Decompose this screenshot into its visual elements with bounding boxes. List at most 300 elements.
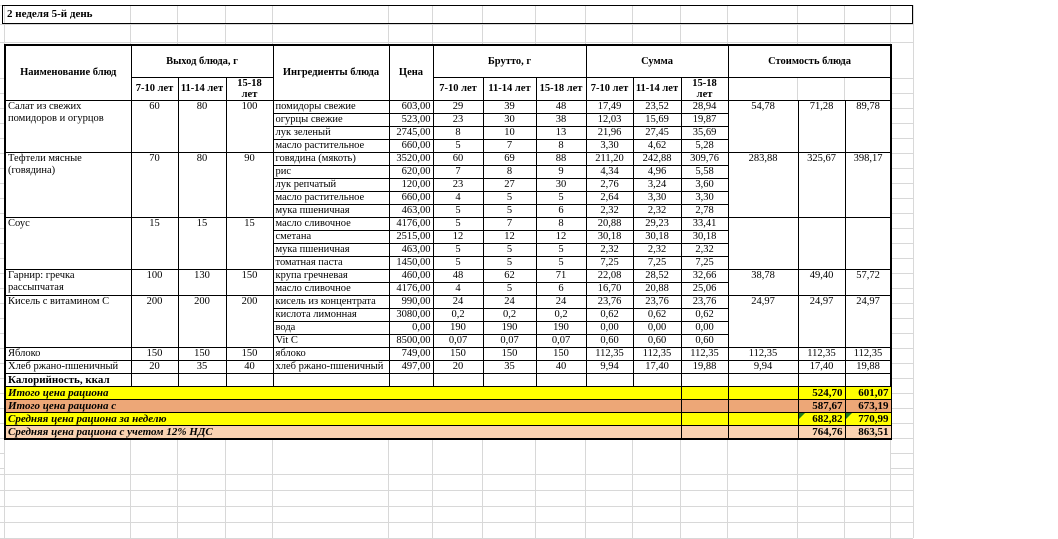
cell-cost-age-3[interactable]: 112,35 — [845, 347, 891, 360]
table-row — [5, 347, 891, 360]
cell-output-age-2[interactable]: 80 — [178, 100, 226, 152]
cell-cost-age-3[interactable]: 24,97 — [845, 295, 891, 347]
cell-ingredient-name[interactable]: томатная паста — [273, 256, 389, 269]
cell-summary-label[interactable]: Итого цена рациона с — [5, 399, 681, 412]
gridline — [890, 378, 913, 379]
cell-empty[interactable] — [728, 386, 798, 399]
cell-brutto-age-3[interactable]: 30 — [536, 178, 586, 191]
cell-summa-age-3[interactable]: 7,25 — [681, 256, 728, 269]
cell-price[interactable]: 523,00 — [389, 113, 433, 126]
cell-price[interactable]: 0,00 — [389, 321, 433, 334]
cell-cost-age-3[interactable] — [845, 217, 891, 269]
cell-price[interactable]: 603,00 — [389, 100, 433, 113]
cell-brutto-age-1[interactable]: 190 — [433, 321, 483, 334]
cell-empty[interactable] — [586, 373, 633, 386]
cell-price[interactable]: 1450,00 — [389, 256, 433, 269]
cell-ingredient-name[interactable]: огурцы свежие — [273, 113, 389, 126]
cell-brutto-age-1[interactable]: 0,2 — [433, 308, 483, 321]
cell-ingredient-name[interactable]: лук репчатый — [273, 178, 389, 191]
cell-cost-age-1[interactable]: 38,78 — [728, 269, 798, 295]
cell-summa-age-1[interactable]: 12,03 — [586, 113, 633, 126]
cell-cost-age-3[interactable]: 398,17 — [845, 152, 891, 217]
cell-cost-age-3[interactable]: 19,88 — [845, 360, 891, 373]
cell-brutto-age-1[interactable]: 23 — [433, 178, 483, 191]
cell-summa-age-1[interactable]: 2,32 — [586, 243, 633, 256]
cell-brutto-age-2[interactable]: 5 — [483, 204, 536, 217]
cell-ingredient-name[interactable]: хлеб ржано-пшеничный — [273, 360, 389, 373]
cell-brutto-age-2[interactable]: 39 — [483, 100, 536, 113]
cell-brutto-age-1[interactable]: 8 — [433, 126, 483, 139]
cell-brutto-age-3[interactable]: 48 — [536, 100, 586, 113]
cell-summary-label[interactable]: Средняя цена рациона за неделю — [5, 412, 681, 425]
cell-ingredient-name[interactable]: кисель из концентрата — [273, 295, 389, 308]
cell-summa-age-2[interactable]: 29,23 — [633, 217, 681, 230]
cell-error-flag-icon — [846, 413, 852, 419]
cell-price[interactable]: 990,00 — [389, 295, 433, 308]
cell-summa-age-2[interactable]: 0,60 — [633, 334, 681, 347]
gridline — [890, 183, 913, 184]
cell-output-age-2[interactable]: 35 — [178, 360, 226, 373]
cell-cost-age-1[interactable]: 24,97 — [728, 295, 798, 347]
cell-summa-age-2[interactable]: 4,96 — [633, 165, 681, 178]
cell-cost-age-2[interactable]: 49,40 — [798, 269, 845, 295]
gridline — [890, 288, 913, 289]
cell-empty[interactable] — [226, 373, 273, 386]
cell-empty[interactable] — [728, 412, 798, 425]
cell-cost-age-1[interactable]: 54,78 — [728, 100, 798, 152]
cell-summa-age-2[interactable]: 30,18 — [633, 230, 681, 243]
gridline — [890, 213, 913, 214]
cell-empty[interactable] — [681, 386, 728, 399]
cell-summa-age-1[interactable]: 3,30 — [586, 139, 633, 152]
cell-brutto-age-3[interactable]: 71 — [536, 269, 586, 282]
cell-summa-age-2[interactable]: 23,52 — [633, 100, 681, 113]
gridline — [890, 168, 913, 169]
gridline — [890, 198, 913, 199]
cell-brutto-age-3[interactable]: 5 — [536, 191, 586, 204]
cell-output-age-1[interactable]: 60 — [131, 100, 178, 152]
week-day-cell[interactable]: 2 неделя 5-й день — [2, 5, 913, 24]
cell-output-age-3[interactable]: 200 — [226, 295, 273, 347]
cell-brutto-age-3[interactable]: 0,07 — [536, 334, 586, 347]
cell-summa-age-2[interactable]: 2,32 — [633, 243, 681, 256]
cell-output-age-1[interactable]: 150 — [131, 347, 178, 360]
cell-price[interactable]: 120,00 — [389, 178, 433, 191]
cell-brutto-age-3[interactable]: 38 — [536, 113, 586, 126]
header-price[interactable]: Цена — [389, 45, 433, 100]
cell-brutto-age-1[interactable]: 29 — [433, 100, 483, 113]
cell-price[interactable]: 4176,00 — [389, 217, 433, 230]
header-output-age-3[interactable]: 15-18 лет — [226, 77, 273, 100]
cell-summa-age-2[interactable]: 3,30 — [633, 191, 681, 204]
cell-summa-age-1[interactable]: 2,64 — [586, 191, 633, 204]
cell-empty[interactable] — [728, 425, 798, 439]
cell-summa-age-1[interactable]: 0,60 — [586, 334, 633, 347]
cell-brutto-age-3[interactable]: 24 — [536, 295, 586, 308]
cell-brutto-age-3[interactable]: 6 — [536, 204, 586, 217]
gridline — [890, 78, 913, 79]
cell-summa-age-2[interactable]: 2,32 — [633, 204, 681, 217]
cell-ingredient-name[interactable]: масло сливочное — [273, 217, 389, 230]
cell-price[interactable]: 460,00 — [389, 269, 433, 282]
cell-summa-age-3[interactable]: 5,58 — [681, 165, 728, 178]
cell-cost-age-3[interactable]: 89,78 — [845, 100, 891, 152]
header-ingredients[interactable]: Ингредиенты блюда — [273, 45, 389, 100]
cell-brutto-age-2[interactable]: 8 — [483, 165, 536, 178]
cell-summa-age-2[interactable]: 4,62 — [633, 139, 681, 152]
cell-summary-value-age-2[interactable]: 863,51 — [845, 425, 891, 439]
cell-summa-age-3[interactable]: 25,06 — [681, 282, 728, 295]
cell-brutto-age-1[interactable]: 5 — [433, 256, 483, 269]
cell-dish-name[interactable]: Хлеб ржано-пшеничный — [5, 360, 131, 373]
cell-price[interactable]: 620,00 — [389, 165, 433, 178]
cell-summa-age-3[interactable]: 0,62 — [681, 308, 728, 321]
summary-row-3 — [5, 412, 891, 425]
cell-empty[interactable] — [273, 373, 389, 386]
cell-price[interactable]: 3080,00 — [389, 308, 433, 321]
gridline — [890, 453, 913, 454]
header-output-age-1[interactable]: 7-10 лет — [131, 77, 178, 100]
cell-price[interactable]: 2515,00 — [389, 230, 433, 243]
cell-summa-age-3[interactable]: 0,60 — [681, 334, 728, 347]
cell-summa-age-1[interactable]: 16,70 — [586, 282, 633, 295]
header-summa-age-1[interactable]: 7-10 лет — [586, 77, 633, 100]
table-row — [5, 360, 891, 373]
cell-empty[interactable] — [483, 373, 536, 386]
cell-summa-age-1[interactable]: 2,32 — [586, 204, 633, 217]
cell-summa-age-1[interactable]: 4,34 — [586, 165, 633, 178]
cell-output-age-1[interactable]: 70 — [131, 152, 178, 217]
header-output-age-2[interactable]: 11-14 лет — [178, 77, 226, 100]
cell-empty[interactable] — [728, 399, 798, 412]
cell-brutto-age-2[interactable]: 27 — [483, 178, 536, 191]
cell-summa-age-3[interactable]: 35,69 — [681, 126, 728, 139]
cell-summa-age-3[interactable]: 309,76 — [681, 152, 728, 165]
header-summa-age-2[interactable]: 11-14 лет — [633, 77, 681, 100]
gridline — [890, 393, 913, 394]
cell-brutto-age-2[interactable]: 190 — [483, 321, 536, 334]
cell-summa-age-1[interactable]: 2,76 — [586, 178, 633, 191]
calories-row — [5, 373, 891, 386]
cell-empty[interactable] — [798, 373, 845, 386]
cell-brutto-age-2[interactable]: 150 — [483, 347, 536, 360]
cell-price[interactable]: 497,00 — [389, 360, 433, 373]
gridline — [0, 506, 913, 507]
cell-brutto-age-3[interactable]: 5 — [536, 256, 586, 269]
cell-ingredient-name[interactable]: мука пшеничная — [273, 204, 389, 217]
cell-brutto-age-3[interactable]: 6 — [536, 282, 586, 295]
cell-brutto-age-1[interactable]: 5 — [433, 217, 483, 230]
cell-summa-age-3[interactable]: 3,60 — [681, 178, 728, 191]
cell-cost-age-2[interactable]: 24,97 — [798, 295, 845, 347]
cell-summa-age-3[interactable]: 2,78 — [681, 204, 728, 217]
cell-output-age-3[interactable]: 150 — [226, 347, 273, 360]
cell-summa-age-1[interactable]: 0,00 — [586, 321, 633, 334]
gridline — [0, 24, 913, 25]
cell-summary-label[interactable]: Итого цена рациона — [5, 386, 681, 399]
cell-brutto-age-3[interactable]: 8 — [536, 217, 586, 230]
cell-dish-name[interactable]: Тефтели мясные (говядина) — [5, 152, 131, 217]
cell-ingredient-name[interactable]: говядина (мякоть) — [273, 152, 389, 165]
cell-price[interactable]: 660,00 — [389, 191, 433, 204]
cell-empty[interactable] — [681, 399, 728, 412]
cell-summa-age-3[interactable]: 3,30 — [681, 191, 728, 204]
gridline — [890, 408, 913, 409]
cell-ingredient-name[interactable]: кислота лимонная — [273, 308, 389, 321]
gridline — [890, 348, 913, 349]
cell-price[interactable]: 2745,00 — [389, 126, 433, 139]
cell-summa-age-2[interactable]: 28,52 — [633, 269, 681, 282]
cell-empty[interactable] — [389, 373, 433, 386]
cell-empty[interactable] — [178, 373, 226, 386]
cell-cost-age-1[interactable]: 283,88 — [728, 152, 798, 217]
cell-brutto-age-1[interactable]: 150 — [433, 347, 483, 360]
cell-ingredient-name[interactable]: Vit C — [273, 334, 389, 347]
cell-brutto-age-2[interactable]: 69 — [483, 152, 536, 165]
cell-empty[interactable] — [681, 373, 728, 386]
cell-summa-age-3[interactable]: 5,28 — [681, 139, 728, 152]
cell-brutto-age-3[interactable]: 13 — [536, 126, 586, 139]
cell-summa-age-3[interactable]: 30,18 — [681, 230, 728, 243]
cell-cost-age-1[interactable] — [728, 217, 798, 269]
cell-ingredient-name[interactable]: лук зеленый — [273, 126, 389, 139]
cell-brutto-age-3[interactable]: 5 — [536, 243, 586, 256]
cell-cost-age-2[interactable] — [798, 217, 845, 269]
cell-summary-value-age-2[interactable]: 673,19 — [845, 399, 891, 412]
cell-summa-age-3[interactable]: 28,94 — [681, 100, 728, 113]
header-output-group[interactable]: Выход блюда, г — [131, 45, 273, 77]
cell-brutto-age-3[interactable]: 190 — [536, 321, 586, 334]
cell-ingredient-name[interactable]: вода — [273, 321, 389, 334]
gridline — [890, 123, 913, 124]
cell-summa-age-1[interactable]: 112,35 — [586, 347, 633, 360]
gridline — [913, 5, 914, 538]
cell-summary-value-age-2[interactable]: 601,07 — [845, 386, 891, 399]
cell-brutto-age-2[interactable]: 0,2 — [483, 308, 536, 321]
cell-summa-age-3[interactable]: 2,32 — [681, 243, 728, 256]
header-brutto-group[interactable]: Брутто, г — [433, 45, 586, 77]
cell-error-flag-icon — [799, 413, 805, 419]
cell-output-age-2[interactable]: 130 — [178, 269, 226, 295]
cell-empty[interactable] — [681, 425, 728, 439]
cell-cost-age-2[interactable]: 17,40 — [798, 360, 845, 373]
cell-summa-age-2[interactable]: 0,00 — [633, 321, 681, 334]
cell-ingredient-name[interactable]: крупа гречневая — [273, 269, 389, 282]
cell-brutto-age-2[interactable]: 7 — [483, 139, 536, 152]
cell-summa-age-3[interactable]: 19,88 — [681, 360, 728, 373]
cell-summa-age-1[interactable]: 0,62 — [586, 308, 633, 321]
cell-brutto-age-1[interactable]: 5 — [433, 139, 483, 152]
cell-empty[interactable] — [845, 373, 891, 386]
cell-summa-age-3[interactable]: 0,00 — [681, 321, 728, 334]
cell-ingredient-name[interactable]: масло растительное — [273, 139, 389, 152]
cell-calories-label[interactable]: Калорийность, ккал — [5, 373, 131, 386]
cell-summary-value-age-1[interactable]: 524,70 — [798, 386, 845, 399]
summary-row-1 — [5, 386, 891, 399]
cell-output-age-3[interactable]: 100 — [226, 100, 273, 152]
cell-summa-age-1[interactable]: 211,20 — [586, 152, 633, 165]
cell-price[interactable]: 749,00 — [389, 347, 433, 360]
gridline — [890, 363, 913, 364]
cell-summa-age-1[interactable]: 21,96 — [586, 126, 633, 139]
cell-output-age-3[interactable]: 15 — [226, 217, 273, 269]
cell-brutto-age-2[interactable]: 12 — [483, 230, 536, 243]
cell-brutto-age-1[interactable]: 4 — [433, 282, 483, 295]
cell-brutto-age-3[interactable]: 0,2 — [536, 308, 586, 321]
cell-brutto-age-1[interactable]: 12 — [433, 230, 483, 243]
cell-summa-age-1[interactable]: 9,94 — [586, 360, 633, 373]
cell-brutto-age-1[interactable]: 23 — [433, 113, 483, 126]
cell-ingredient-name[interactable]: мука пшеничная — [273, 243, 389, 256]
header-brutto-age-2[interactable]: 11-14 лет — [483, 77, 536, 100]
cell-output-age-3[interactable]: 150 — [226, 269, 273, 295]
header-summa-group[interactable]: Сумма — [586, 45, 728, 77]
cell-ingredient-name[interactable]: яблоко — [273, 347, 389, 360]
cell-dish-name[interactable]: Гарнир: гречка рассыпчатая — [5, 269, 131, 295]
cell-brutto-age-3[interactable]: 8 — [536, 139, 586, 152]
cell-brutto-age-2[interactable]: 35 — [483, 360, 536, 373]
cell-price[interactable]: 4176,00 — [389, 282, 433, 295]
cell-dish-name[interactable]: Яблоко — [5, 347, 131, 360]
cell-output-age-2[interactable]: 200 — [178, 295, 226, 347]
gridline — [890, 228, 913, 229]
cell-brutto-age-2[interactable]: 24 — [483, 295, 536, 308]
cell-output-age-3[interactable]: 40 — [226, 360, 273, 373]
cell-output-age-1[interactable]: 20 — [131, 360, 178, 373]
cell-output-age-2[interactable]: 150 — [178, 347, 226, 360]
cell-summa-age-2[interactable]: 17,40 — [633, 360, 681, 373]
cell-ingredient-name[interactable]: масло растительное — [273, 191, 389, 204]
cell-summa-age-1[interactable]: 30,18 — [586, 230, 633, 243]
cell-cost-age-1[interactable]: 9,94 — [728, 360, 798, 373]
cell-summa-age-2[interactable]: 23,76 — [633, 295, 681, 308]
cell-brutto-age-1[interactable]: 60 — [433, 152, 483, 165]
cell-summa-age-1[interactable]: 17,49 — [586, 100, 633, 113]
cell-summa-age-2[interactable]: 27,45 — [633, 126, 681, 139]
header-summa-age-3[interactable]: 15-18 лет — [681, 77, 728, 100]
cell-summary-value-age-2[interactable]: 770,99 — [845, 412, 891, 425]
cell-brutto-age-3[interactable]: 40 — [536, 360, 586, 373]
cell-price[interactable]: 3520,00 — [389, 152, 433, 165]
cell-empty[interactable] — [681, 412, 728, 425]
cell-cost-age-2[interactable]: 325,67 — [798, 152, 845, 217]
cell-brutto-age-1[interactable]: 4 — [433, 191, 483, 204]
cell-brutto-age-2[interactable]: 0,07 — [483, 334, 536, 347]
cell-cost-age-2[interactable]: 112,35 — [798, 347, 845, 360]
cell-brutto-age-2[interactable]: 5 — [483, 191, 536, 204]
cell-price[interactable]: 463,00 — [389, 204, 433, 217]
cell-output-age-1[interactable]: 200 — [131, 295, 178, 347]
header-dish[interactable]: Наименование блюд — [5, 45, 131, 100]
cell-summa-age-1[interactable]: 7,25 — [586, 256, 633, 269]
cell-output-age-3[interactable]: 90 — [226, 152, 273, 217]
header-brutto-age-3[interactable]: 15-18 лет — [536, 77, 586, 100]
cell-summa-age-2[interactable]: 3,24 — [633, 178, 681, 191]
cell-output-age-1[interactable]: 15 — [131, 217, 178, 269]
cell-brutto-age-1[interactable]: 0,07 — [433, 334, 483, 347]
cell-summa-age-2[interactable]: 242,88 — [633, 152, 681, 165]
cell-brutto-age-1[interactable]: 5 — [433, 243, 483, 256]
cell-brutto-age-1[interactable]: 5 — [433, 204, 483, 217]
cell-brutto-age-2[interactable]: 5 — [483, 243, 536, 256]
cell-summa-age-2[interactable]: 20,88 — [633, 282, 681, 295]
gridline — [890, 273, 913, 274]
cell-empty[interactable] — [536, 373, 586, 386]
cell-summary-label[interactable]: Средняя цена рациона с учетом 12% НДС — [5, 425, 681, 439]
cell-brutto-age-1[interactable]: 7 — [433, 165, 483, 178]
cell-cost-age-1[interactable]: 112,35 — [728, 347, 798, 360]
cell-brutto-age-1[interactable]: 48 — [433, 269, 483, 282]
gridline — [890, 303, 913, 304]
cell-ingredient-name[interactable]: помидоры свежие — [273, 100, 389, 113]
cell-summa-age-3[interactable]: 23,76 — [681, 295, 728, 308]
cell-summa-age-3[interactable]: 112,35 — [681, 347, 728, 360]
cell-summa-age-1[interactable]: 23,76 — [586, 295, 633, 308]
cell-brutto-age-2[interactable]: 10 — [483, 126, 536, 139]
header-cost-group[interactable]: Стоимость блюда — [728, 45, 891, 77]
cell-ingredient-name[interactable]: сметана — [273, 230, 389, 243]
table-row — [5, 152, 891, 165]
cell-price[interactable]: 660,00 — [389, 139, 433, 152]
cell-brutto-age-1[interactable]: 20 — [433, 360, 483, 373]
cell-dish-name[interactable]: Соус — [5, 217, 131, 269]
cell-empty[interactable] — [633, 373, 681, 386]
cell-output-age-2[interactable]: 15 — [178, 217, 226, 269]
cell-summa-age-3[interactable]: 32,66 — [681, 269, 728, 282]
cell-summa-age-3[interactable]: 19,87 — [681, 113, 728, 126]
cell-price[interactable]: 8500,00 — [389, 334, 433, 347]
cell-cost-age-2[interactable]: 71,28 — [798, 100, 845, 152]
header-brutto-age-1[interactable]: 7-10 лет — [433, 77, 483, 100]
cell-summa-age-2[interactable]: 112,35 — [633, 347, 681, 360]
cell-price[interactable]: 463,00 — [389, 243, 433, 256]
cell-summary-value-age-1[interactable]: 764,76 — [798, 425, 845, 439]
cell-brutto-age-2[interactable]: 7 — [483, 217, 536, 230]
cell-summa-age-2[interactable]: 0,62 — [633, 308, 681, 321]
cell-brutto-age-2[interactable]: 5 — [483, 282, 536, 295]
cell-output-age-1[interactable]: 100 — [131, 269, 178, 295]
cell-empty[interactable] — [728, 373, 798, 386]
cell-brutto-age-3[interactable]: 88 — [536, 152, 586, 165]
cell-summa-age-2[interactable]: 7,25 — [633, 256, 681, 269]
cell-ingredient-name[interactable]: рис — [273, 165, 389, 178]
cell-brutto-age-2[interactable]: 62 — [483, 269, 536, 282]
cell-cost-age-3[interactable]: 57,72 — [845, 269, 891, 295]
cell-brutto-age-2[interactable]: 5 — [483, 256, 536, 269]
cell-summary-value-age-1[interactable]: 587,67 — [798, 399, 845, 412]
cell-dish-name[interactable]: Кисель с витамином С — [5, 295, 131, 347]
cell-brutto-age-1[interactable]: 24 — [433, 295, 483, 308]
cell-summa-age-1[interactable]: 22,08 — [586, 269, 633, 282]
cell-empty[interactable] — [131, 373, 178, 386]
cell-ingredient-name[interactable]: масло сливочное — [273, 282, 389, 295]
gridline — [0, 468, 4, 469]
cell-brutto-age-3[interactable]: 9 — [536, 165, 586, 178]
gridline — [890, 258, 913, 259]
gridline — [890, 108, 913, 109]
table-row — [5, 217, 891, 230]
cell-output-age-2[interactable]: 80 — [178, 152, 226, 217]
cell-brutto-age-2[interactable]: 30 — [483, 113, 536, 126]
cell-summary-value-age-1[interactable]: 682,82 — [798, 412, 845, 425]
cell-empty[interactable] — [433, 373, 483, 386]
cell-brutto-age-3[interactable]: 150 — [536, 347, 586, 360]
cell-summa-age-3[interactable]: 33,41 — [681, 217, 728, 230]
cell-dish-name[interactable]: Салат из свежих помидоров и огурцов — [5, 100, 131, 152]
cell-summa-age-2[interactable]: 15,69 — [633, 113, 681, 126]
cell-brutto-age-3[interactable]: 12 — [536, 230, 586, 243]
cell-summa-age-1[interactable]: 20,88 — [586, 217, 633, 230]
